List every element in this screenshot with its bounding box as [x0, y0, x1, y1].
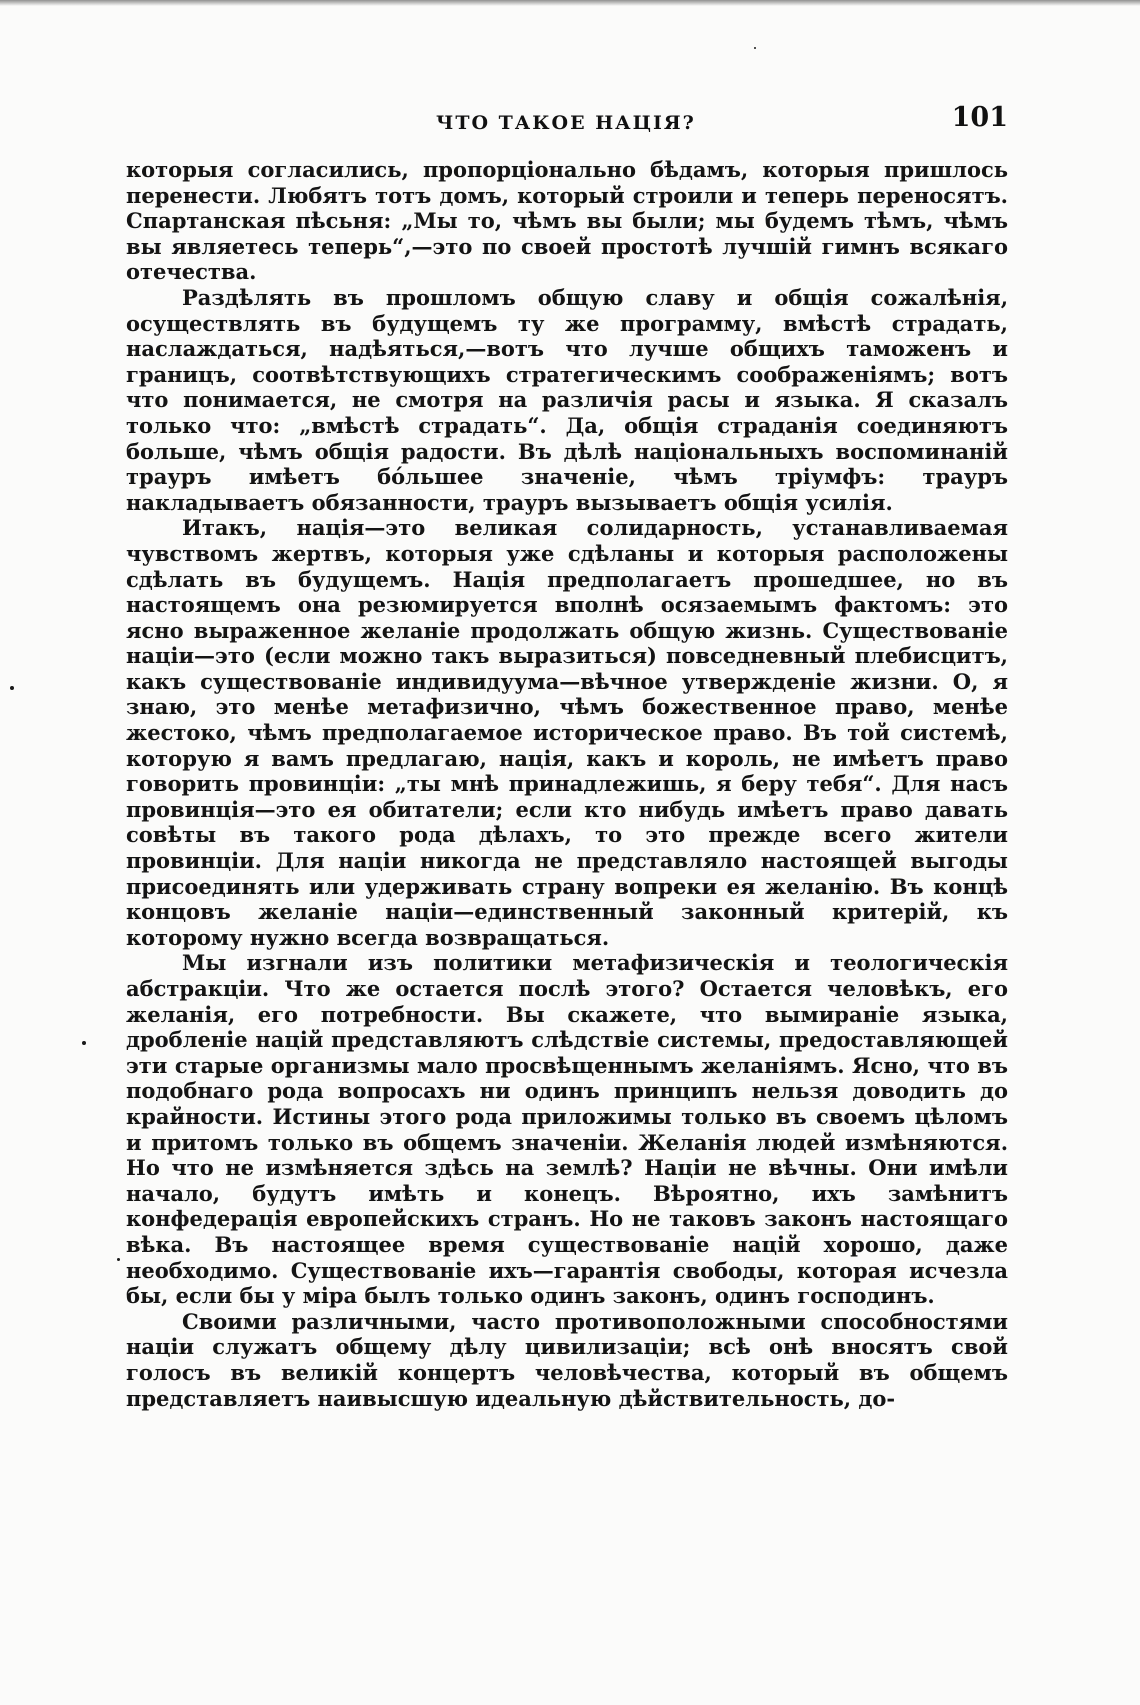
margin-speck — [117, 1258, 120, 1261]
paragraph-4: Мы изгнали изъ политики метафизическія и теологическія абстракціи. Что же остается послѣ этого? Остается человѣкъ, его желанія, его потребности. Вы скажете, что вымираніе языка, дробленіе націй представляютъ слѣдствіе системы, предоставляющей эти старые организмы мало просвѣщеннымъ желаніямъ. Ясно, что въ подобнаго рода вопросахъ ни одинъ принципъ нельзя доводить до крайности. Истины этого рода приложимы только въ своемъ цѣломъ и притомъ только въ общемъ значеніи. Желанія людей измѣняются. Но что не измѣняется здѣсь на землѣ? Націи не вѣчны. Они имѣли начало, будутъ имѣть и конецъ. Вѣроятно, ихъ замѣнитъ конфедерація европейскихъ странъ. Но не таковъ законъ настоящаго вѣка. Въ настоящее время существованіе націй хорошо, даже необходимо. Существованіе ихъ—гарантія свободы, которая исчезла бы, если бы у міра былъ только одинъ законъ, одинъ господинъ. — [126, 950, 1008, 1309]
paragraph-5: Своими различными, часто противоположными способностями націи служатъ общему дѣлу цивилизаціи; всѣ онѣ вносятъ свой голосъ въ великій концертъ человѣчества, который въ общемъ представляетъ наивысшую идеальную дѣйствительность, до- — [126, 1308, 1008, 1411]
body-text — [126, 157, 1008, 1411]
scan-top-edge — [0, 0, 1140, 6]
margin-speck — [82, 1041, 86, 1045]
margin-speck — [10, 686, 14, 690]
paragraph-3: Итакъ, нація—это великая солидарность, устанавливаемая чувствомъ жертвъ, которыя уже сдѣланы и которыя расположены сдѣлать въ будущемъ. Нація предполагаетъ прошедшее, но въ настоящемъ она резюмируется вполнѣ осязаемымъ фактомъ: это ясно выраженное желаніе продолжать общую жизнь. Существованіе націи—это (если можно такъ выразиться) повседневный плебисцитъ, какъ существованіе индивидуума—вѣчное утвержденіе жизни. О, я знаю, это менѣе метафизично, чѣмъ божественное право, менѣе жестоко, чѣмъ предполагаемое историческое право. Въ той системѣ, которую я вамъ предлагаю, нація, какъ и король, не имѣетъ право говорить провинціи: „ты мнѣ принадлежишь, я беру тебя“. Для насъ провинція—это ея обитатели; если кто нибудь имѣетъ право давать совѣты въ такого рода дѣлахъ, то это прежде всего жители провинціи. Для націи никогда не представляло настоящей выгоды присоединять или удерживать страну вопреки ея желанію. Въ концѣ концовъ желаніе націи—единственный законный критерій, къ которому нужно всегда возвращаться. — [126, 515, 1008, 950]
page-header — [126, 102, 1008, 142]
page-number: 101 — [951, 102, 1008, 133]
paragraph-2: Раздѣлять въ прошломъ общую славу и общія сожалѣнія, осуществлять въ будущемъ ту же программу, вмѣстѣ страдать, наслаждаться, надѣяться,—вотъ что лучше общихъ таможенъ и границъ, соотвѣтствующихъ стратегическимъ соображеніямъ; вотъ что понимается, не смотря на различія расы и языка. Я сказалъ только что: „вмѣстѣ страдать“. Да, общія страданія соединяютъ больше, чѣмъ общія радости. Въ дѣлѣ національныхъ воспоминаній трауръ имѣетъ бо́льшее значеніе, чѣмъ тріумфъ: трауръ накладываетъ обязанности, трауръ вызываетъ общія усилія. — [126, 284, 1008, 515]
margin-speck — [754, 47, 756, 49]
paragraph-1: которыя согласились, пропорціонально бѣдамъ, которыя пришлось перенести. Любятъ тотъ домъ, который строили и теперь переносятъ. Спартанская пѣсьня: „Мы то, чѣмъ вы были; мы будемъ тѣмъ, чѣмъ вы являетесь теперь“,—это по своей простотѣ лучшій гимнъ всякаго отечества. — [126, 157, 1008, 285]
running-title: ЧТО ТАКОЕ НАЦІЯ? — [436, 112, 696, 134]
